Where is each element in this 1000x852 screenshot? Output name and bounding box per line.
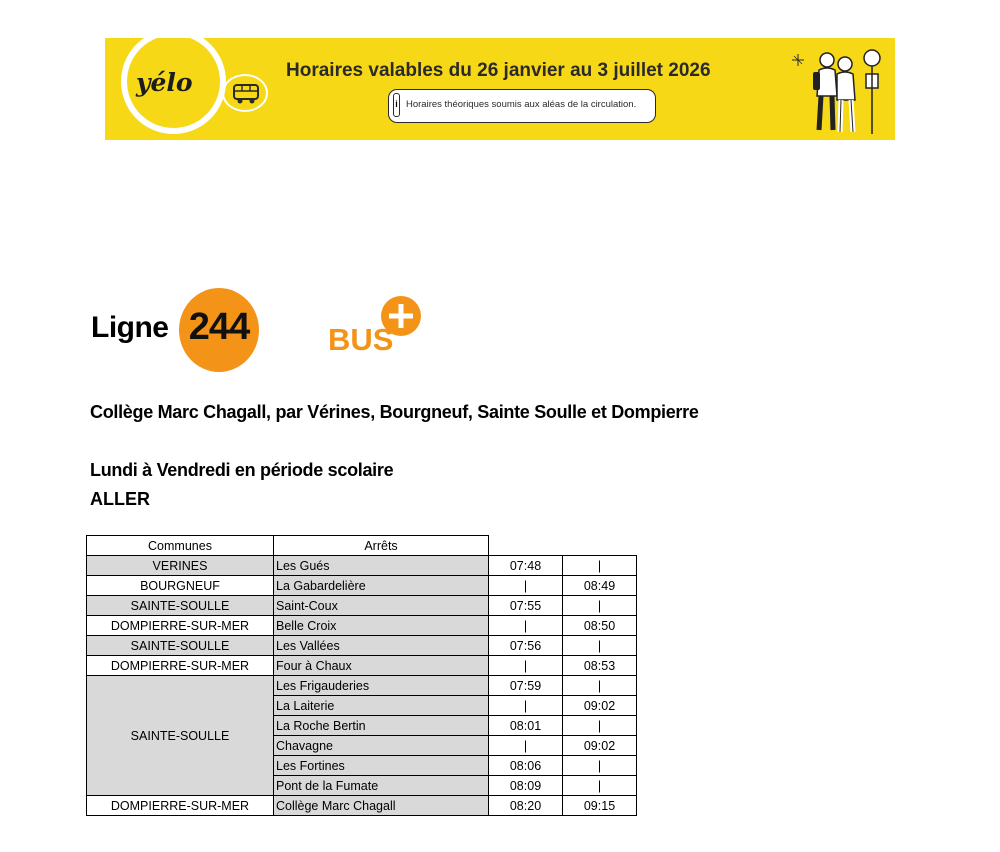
stop-cell: Belle Croix [274,616,489,636]
timetable [86,535,637,816]
validity-title: Horaires valables du 26 janvier au 3 juillet 2026 [286,60,711,81]
time-cell: | [563,776,637,796]
info-icon: i [393,93,400,117]
commune-cell: DOMPIERRE-SUR-MER [87,796,274,816]
time-cell: | [563,676,637,696]
time-cell: 09:15 [563,796,637,816]
stop-cell: La Laiterie [274,696,489,716]
time-cell: 09:02 [563,696,637,716]
stop-cell: Collège Marc Chagall [274,796,489,816]
time-cell: 08:49 [563,576,637,596]
yelo-logo: yélo [136,68,193,97]
commune-cell: DOMPIERRE-SUR-MER [87,616,274,636]
time-cell: | [489,696,563,716]
stop-cell: Chavagne [274,736,489,756]
stop-cell: Les Frigauderies [274,676,489,696]
time-cell: | [563,596,637,616]
stop-cell: La Gabardelière [274,576,489,596]
header-communes: Communes [87,536,274,556]
stop-cell: La Roche Bertin [274,716,489,736]
time-cell: 09:02 [563,736,637,756]
time-cell: | [563,636,637,656]
table-row [87,676,637,696]
time-cell: 08:06 [489,756,563,776]
time-cell: 08:53 [563,656,637,676]
route-title: Collège Marc Chagall, par Vérines, Bourgneuf, Sainte Soulle et Dompierre [90,402,699,422]
time-cell: 07:59 [489,676,563,696]
stop-cell: Four à Chaux [274,656,489,676]
stop-cell: Les Gués [274,556,489,576]
time-cell: | [489,576,563,596]
time-cell: | [563,556,637,576]
time-cell: 08:01 [489,716,563,736]
info-note [388,89,656,123]
time-cell: 08:09 [489,776,563,796]
stop-cell: Les Fortines [274,756,489,776]
line-label: Ligne [91,311,169,344]
bus-plus-logo [328,294,428,356]
bus-icon [222,74,268,112]
commune-cell: DOMPIERRE-SUR-MER [87,656,274,676]
table-row [87,656,637,676]
bus-stop-icon [862,48,882,134]
commune-cell: SAINTE-SOULLE [87,636,274,656]
time-cell: 07:48 [489,556,563,576]
time-cell: 08:20 [489,796,563,816]
stop-cell: Pont de la Fumate [274,776,489,796]
commune-cell: VERINES [87,556,274,576]
passengers-illustration-icon [805,46,865,136]
header-banner [105,38,895,140]
commune-cell: SAINTE-SOULLE [87,676,274,796]
table-row [87,636,637,656]
stop-cell: Saint-Coux [274,596,489,616]
commune-cell: BOURGNEUF [87,576,274,596]
time-cell: 07:55 [489,596,563,616]
time-cell: | [563,756,637,776]
table-row [87,556,637,576]
line-number: 244 [188,306,250,348]
time-cell: | [489,736,563,756]
table-row [87,576,637,596]
time-cell: | [489,656,563,676]
direction: ALLER [90,489,150,509]
bus-plus-text: BUS [328,322,394,356]
time-cell: 07:56 [489,636,563,656]
table-row [87,616,637,636]
service-period: Lundi à Vendredi en période scolaire [90,460,394,480]
stop-cell: Les Vallées [274,636,489,656]
time-cell: | [563,716,637,736]
time-cell: 08:50 [563,616,637,636]
table-row [87,796,637,816]
table-row [87,596,637,616]
table-header-row [87,536,637,556]
info-note-text: Horaires théoriques soumis aux aléas de la circulation. [406,99,637,110]
commune-cell: SAINTE-SOULLE [87,596,274,616]
time-cell: | [489,616,563,636]
header-arrets: Arrêts [274,536,489,556]
